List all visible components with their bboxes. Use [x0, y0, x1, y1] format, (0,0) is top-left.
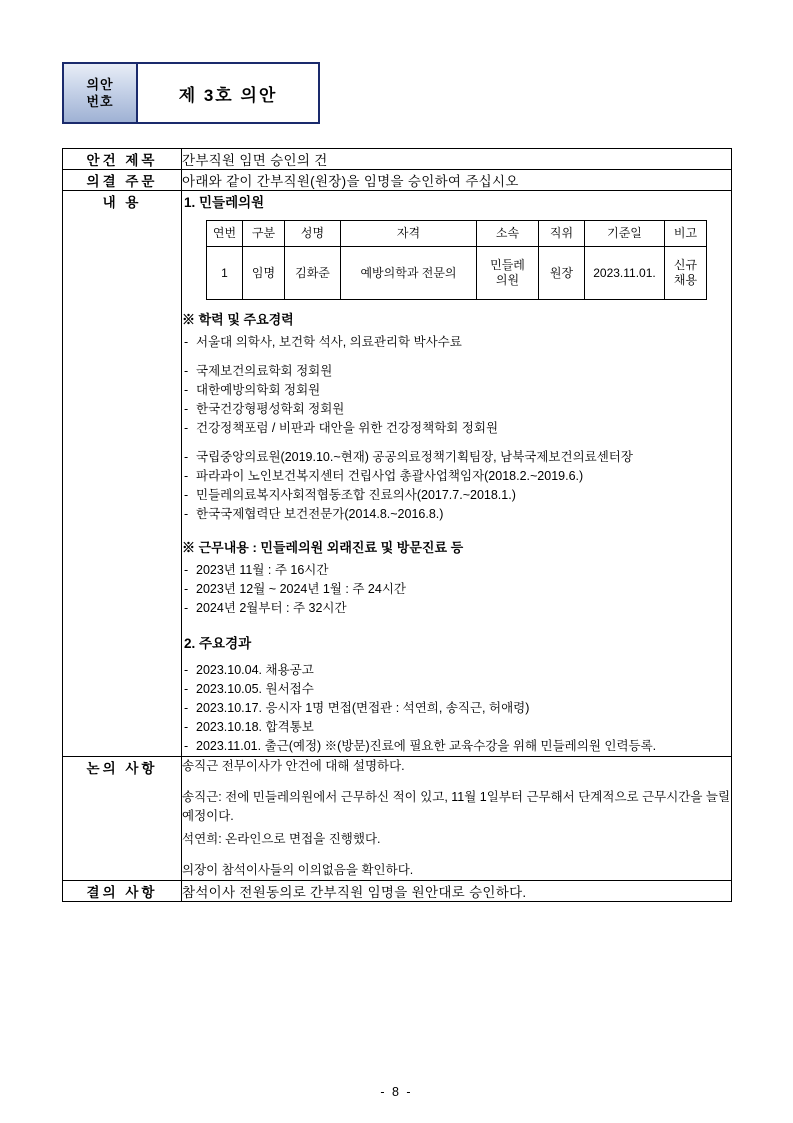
personnel-table-header-cell: 비고: [665, 221, 707, 247]
personnel-cell-date: 2023.11.01.: [585, 247, 665, 300]
resolution-value: 아래와 같이 간부직원(원장)을 임명을 승인하여 주십시오: [182, 170, 732, 191]
personnel-table-header-cell: 구분: [243, 221, 285, 247]
table-row-resolution: [63, 170, 732, 191]
personnel-table-header-row: [207, 221, 707, 247]
duty-item: - 2023년 12월 ~ 2024년 1월 : 주 24시간: [182, 580, 731, 599]
agenda-number-label-line1: 의안: [86, 77, 114, 92]
agenda-number-value: 제 3호 의안: [138, 64, 318, 122]
content-body: [182, 191, 732, 757]
agenda-table: [62, 148, 732, 902]
table-row: [207, 247, 707, 300]
personnel-table-header-cell: 연번: [207, 221, 243, 247]
career-item: - 민들레의료복지사회적협동조합 진료의사(2017.7.~2018.1.): [182, 486, 731, 505]
career-list: [182, 333, 731, 524]
personnel-table-header-cell: 성명: [285, 221, 341, 247]
personnel-cell-name: 김화준: [285, 247, 341, 300]
career-item: - 한국국제협력단 보건전문가(2014.8.~2016.8.): [182, 505, 731, 524]
career-item: - 국립중앙의료원(2019.10.~현재) 공공의료정책기획팀장, 남북국제보건의료센터장: [182, 448, 731, 467]
career-item: - 서울대 의학사, 보건학 석사, 의료관리학 박사수료: [182, 333, 731, 352]
resolution-label: 의결 주문: [63, 170, 182, 191]
personnel-table-header-cell: 소속: [477, 221, 539, 247]
progress-item: - 2023.10.05. 원서접수: [182, 680, 731, 699]
section-title-progress: 2. 주요경과: [184, 636, 252, 651]
discussion-label: 논의 사항: [63, 757, 182, 881]
personnel-cell-position: 원장: [539, 247, 585, 300]
progress-item: - 2023.10.04. 채용공고: [182, 661, 731, 680]
page-number: - 8 -: [380, 1085, 413, 1099]
career-item: - 국제보건의료학회 정회원: [182, 362, 731, 381]
discussion-paragraph: 송직근: 전에 민들레의원에서 근무하신 적이 있고, 11월 1일부터 근무해서 단계적으로 근무시간을 늘릴 예정이다.: [182, 790, 731, 823]
personnel-cell-note: 신규 채용: [665, 247, 707, 300]
progress-item: - 2023.11.01. 출근(예정) ※(방문)진료에 필요한 교육수강을 위해 민들레의원 인력등록.: [182, 737, 731, 756]
personnel-table-header-cell: 자격: [341, 221, 477, 247]
duty-item: - 2024년 2월부터 : 주 32시간: [182, 599, 731, 618]
agenda-number-label-line2: 번호: [86, 94, 114, 109]
progress-item: - 2023.10.17. 응시자 1명 면접(면접관 : 석연희, 송직근, 허애령): [182, 699, 731, 718]
duty-list: [182, 561, 731, 618]
section-title-clinic: 1. 민들레의원: [184, 195, 265, 210]
table-row-discussion: [63, 757, 732, 881]
table-row-subject: [63, 149, 732, 170]
career-item: - 건강정책포럼 / 비판과 대안을 위한 건강정책학회 정회원: [182, 419, 731, 438]
personnel-cell-division: 임명: [243, 247, 285, 300]
subject-value: 간부직원 임면 승인의 건: [182, 149, 732, 170]
discussion-paragraph: 석연희: 온라인으로 면접을 진행했다.: [182, 832, 381, 846]
decision-label: 결의 사항: [63, 881, 182, 902]
personnel-table: [206, 220, 707, 300]
agenda-number-label: [64, 64, 138, 122]
personnel-table-header-cell: 기준일: [585, 221, 665, 247]
personnel-cell-seq: 1: [207, 247, 243, 300]
discussion-paragraph: 의장이 참석이사들의 이의없음을 확인하다.: [182, 863, 414, 877]
document-content: [62, 62, 732, 902]
duty-item: - 2023년 11월 : 주 16시간: [182, 561, 731, 580]
progress-item: - 2023.10.18. 합격통보: [182, 718, 731, 737]
personnel-cell-qualification: 예방의학과 전문의: [341, 247, 477, 300]
subject-label: 안건 제목: [63, 149, 182, 170]
discussion-paragraph: 송직근 전무이사가 안건에 대해 설명하다.: [182, 759, 405, 773]
content-label: 내 용: [63, 191, 182, 757]
career-item: - 대한예방의학회 정회원: [182, 381, 731, 400]
table-row-content: [63, 191, 732, 757]
decision-value: 참석이사 전원동의로 간부직원 임명을 원안대로 승인하다.: [182, 881, 732, 902]
table-row-decision: [63, 881, 732, 902]
career-item: - 한국건강형평성학회 정회원: [182, 400, 731, 419]
personnel-cell-org: 민들레 의원: [477, 247, 539, 300]
career-heading: ※ 학력 및 주요경력: [182, 312, 294, 327]
career-item: - 파라과이 노인보건복지센터 건립사업 총괄사업책임자(2018.2.~2019.6.): [182, 467, 731, 486]
discussion-body: [182, 757, 732, 881]
agenda-number-badge: [62, 62, 320, 124]
duty-heading: ※ 근무내용 : 민들레의원 외래진료 및 방문진료 등: [182, 540, 464, 555]
progress-list: [182, 661, 731, 756]
personnel-table-header-cell: 직위: [539, 221, 585, 247]
